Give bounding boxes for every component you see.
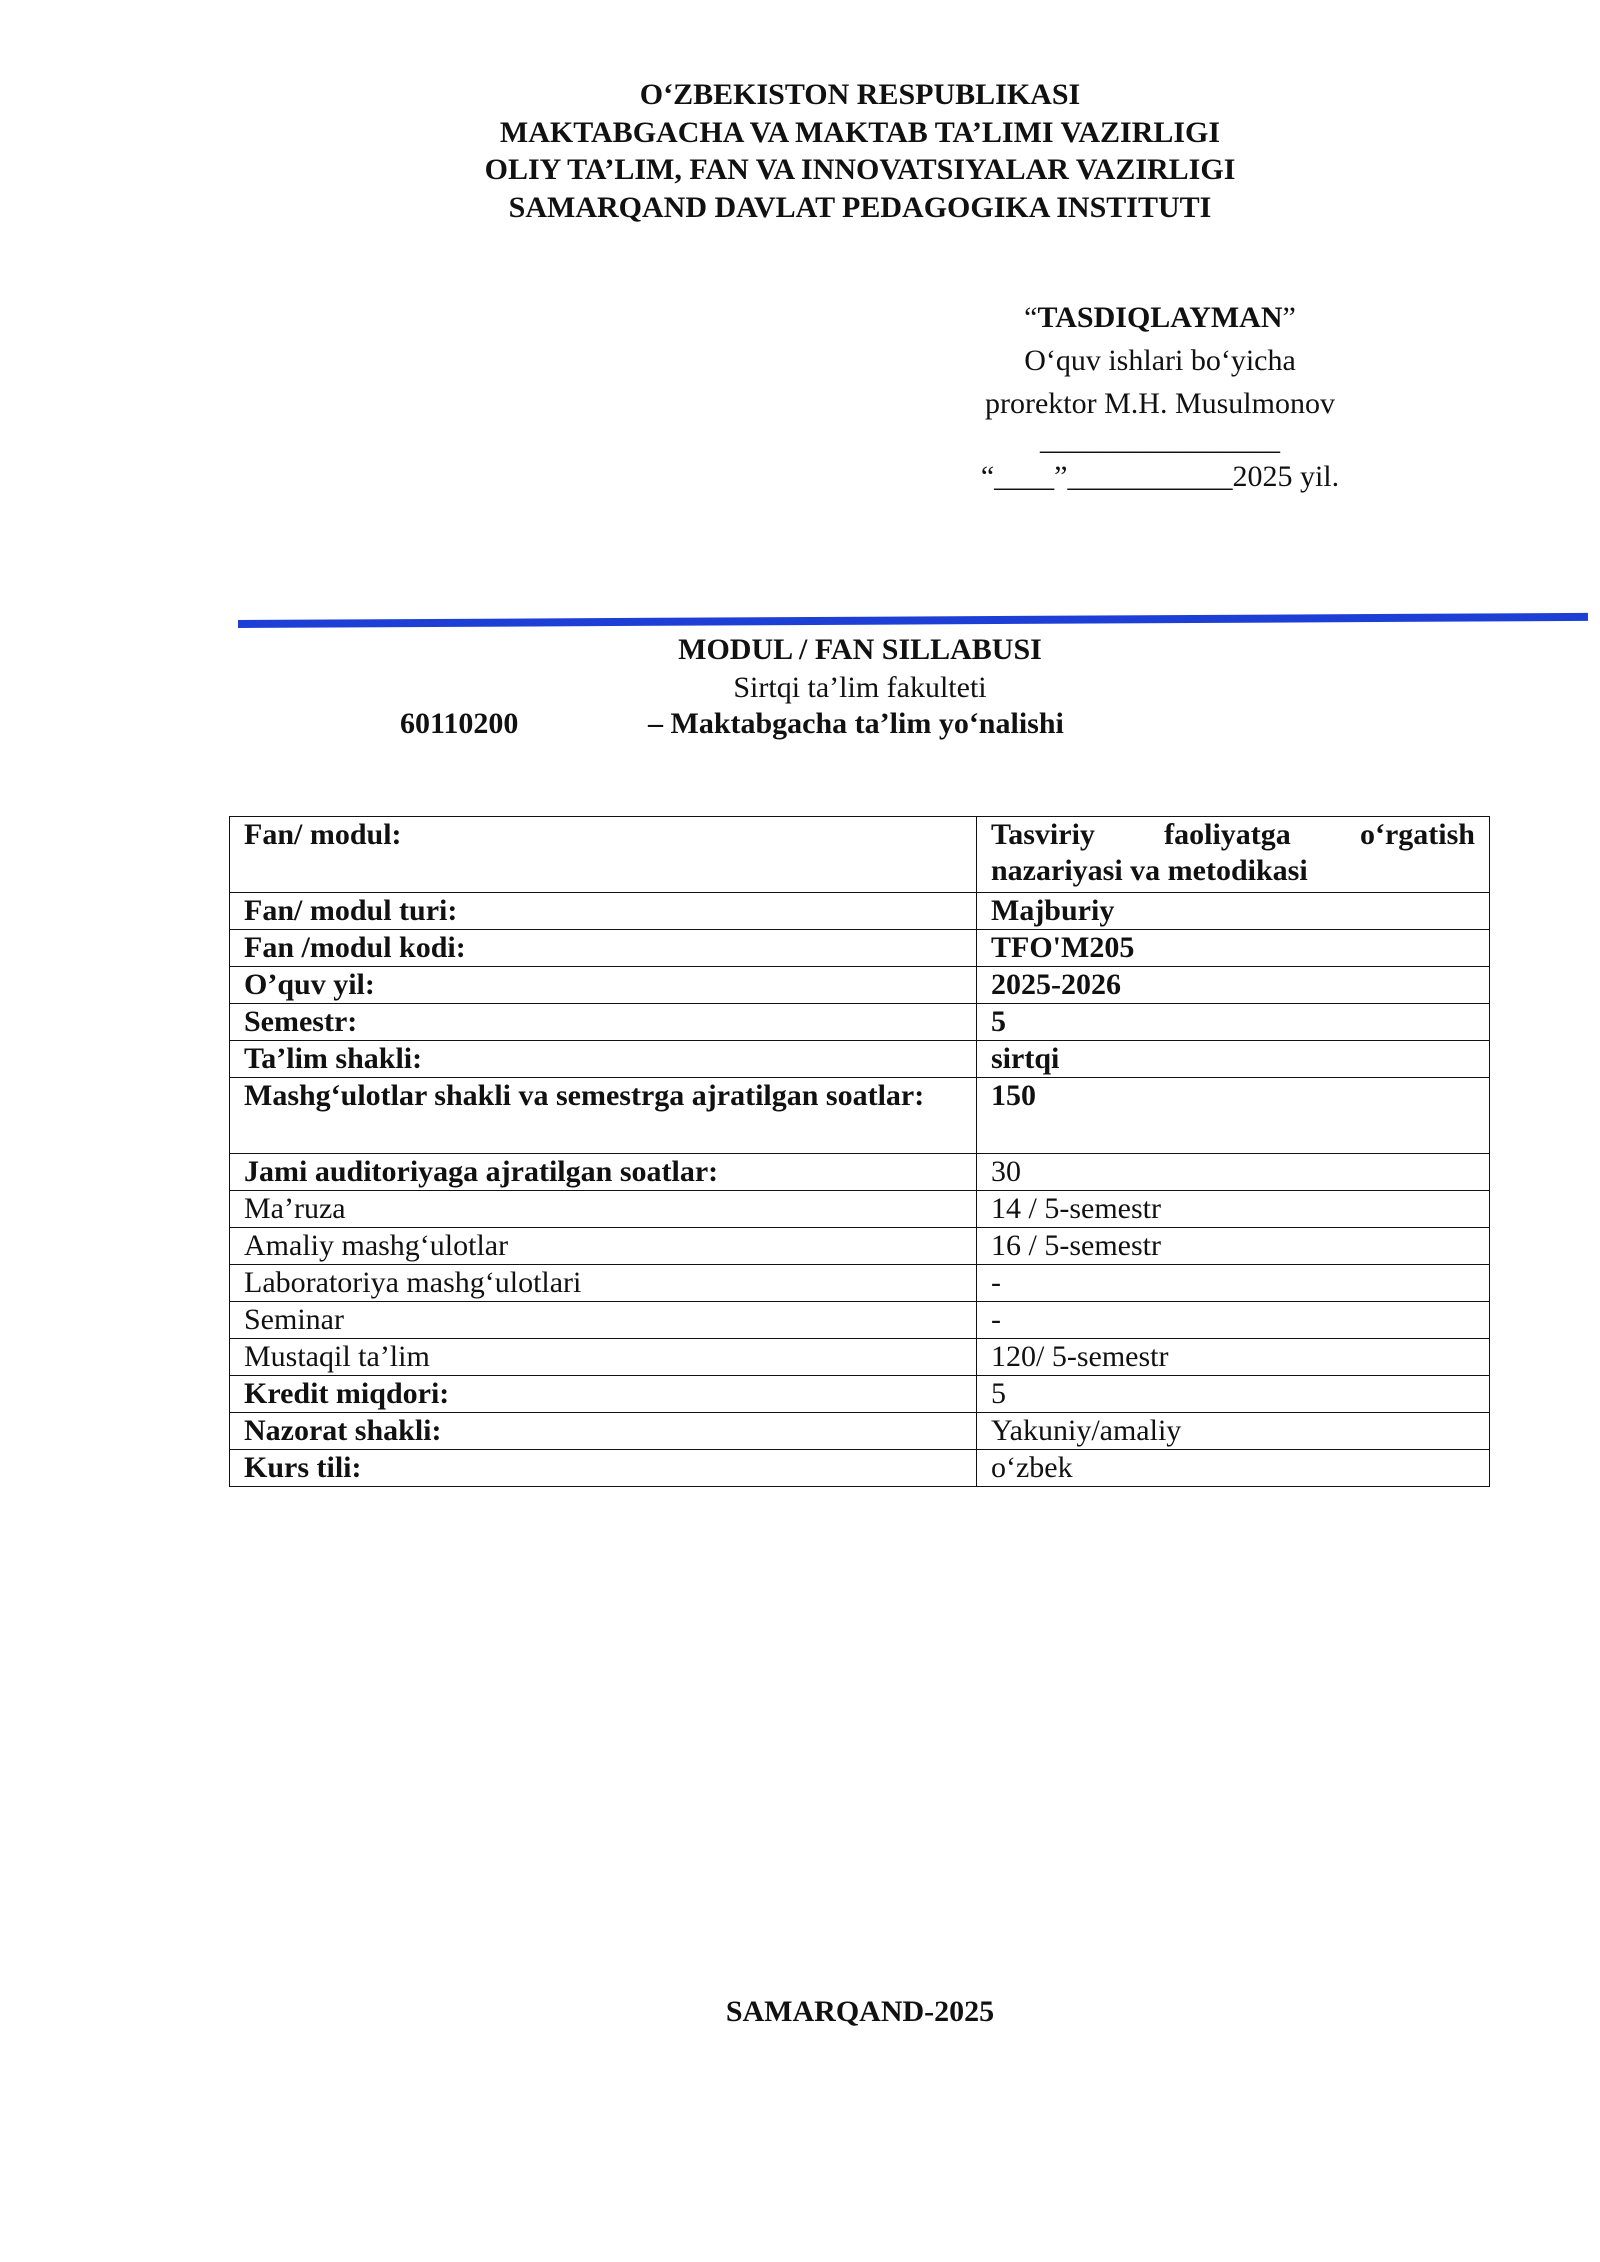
row-label: Ma’ruza <box>230 1191 977 1228</box>
row-value: - <box>977 1302 1490 1339</box>
table-row <box>230 1004 1490 1041</box>
row-value: Majburiy <box>977 893 1490 930</box>
row-value: 30 <box>977 1154 1490 1191</box>
table-row <box>230 817 1490 893</box>
row-label: Mashg‘ulotlar shakli va semestrga ajratilgan soatlar: <box>230 1078 977 1154</box>
table-row <box>230 1413 1490 1450</box>
row-label: Laboratoriya mashg‘ulotlari <box>230 1265 977 1302</box>
syllabus-title: MODUL / FAN SILLABUSI <box>678 633 1042 666</box>
table-row <box>230 1078 1490 1154</box>
table-row <box>230 1265 1490 1302</box>
document-header <box>0 76 1600 226</box>
table-row <box>230 1228 1490 1265</box>
approval-line-position: O‘quv ishlari bo‘yicha <box>1024 344 1296 377</box>
approval-block <box>940 296 1380 498</box>
row-label: Fan/ modul turi: <box>230 893 977 930</box>
row-label: Amaliy mashg‘ulotlar <box>230 1228 977 1265</box>
table-row <box>230 930 1490 967</box>
row-value: 150 <box>977 1078 1490 1154</box>
row-label: O’quv yil: <box>230 967 977 1004</box>
row-value: o‘zbek <box>977 1450 1490 1487</box>
row-label: Mustaqil ta’lim <box>230 1339 977 1376</box>
approval-title-open-quote: “ <box>1024 301 1038 334</box>
row-value: 5 <box>977 1004 1490 1041</box>
row-value: - <box>977 1265 1490 1302</box>
syllabus-info-table <box>229 816 1490 1487</box>
approval-date-line: “____”___________2025 yil. <box>980 460 1340 493</box>
row-value: TFO'M205 <box>977 930 1490 967</box>
approval-title <box>940 296 1380 339</box>
row-label: Nazorat shakli: <box>230 1413 977 1450</box>
table-row <box>230 893 1490 930</box>
row-value: sirtqi <box>977 1041 1490 1078</box>
header-line-country: O‘ZBEKISTON RESPUBLIKASI <box>639 78 1081 111</box>
table-row <box>230 1041 1490 1078</box>
table-row <box>230 967 1490 1004</box>
row-label: Fan /modul kodi: <box>230 930 977 967</box>
approval-title-text: TASDIQLAYMAN <box>1037 301 1283 334</box>
table-row <box>230 1376 1490 1413</box>
syllabus-faculty: Sirtqi ta’lim fakulteti <box>733 671 987 704</box>
table-row <box>230 1191 1490 1228</box>
row-label: Ta’lim shakli: <box>230 1041 977 1078</box>
approval-signature-line: ________________ <box>1040 423 1280 456</box>
row-value: 5 <box>977 1376 1490 1413</box>
row-value: 14 / 5-semestr <box>977 1191 1490 1228</box>
footer-city-year: SAMARQAND-2025 <box>725 1995 995 2028</box>
table-row <box>230 1302 1490 1339</box>
row-label: Fan/ modul: <box>230 817 977 893</box>
row-label: Kredit miqdori: <box>230 1376 977 1413</box>
table-row <box>230 1450 1490 1487</box>
approval-title-close-quote: ” <box>1282 301 1296 334</box>
header-line-institute: SAMARQAND DAVLAT PEDAGOGIKA INSTITUTI <box>508 190 1212 224</box>
syllabus-direction-code: 60110200 <box>400 707 519 740</box>
table-row <box>230 1339 1490 1376</box>
header-line-ministry-higher-ed: OLIY TA’LIM, FAN VA INNOVATSIYALAR VAZIRLIGI <box>484 153 1236 186</box>
approval-line-name: prorektor M.H. Musulmonov <box>985 387 1335 420</box>
row-label: Jami auditoriyaga ajratilgan soatlar: <box>230 1154 977 1191</box>
row-value: 2025-2026 <box>977 967 1490 1004</box>
row-label: Seminar <box>230 1302 977 1339</box>
row-label: Kurs tili: <box>230 1450 977 1487</box>
row-value: 16 / 5-semestr <box>977 1228 1490 1265</box>
row-value: 120/ 5-semestr <box>977 1339 1490 1376</box>
blue-divider-line <box>238 613 1588 628</box>
header-line-ministry-preschool: MAKTABGACHA VA MAKTAB TA’LIMI VAZIRLIGI <box>499 115 1221 149</box>
row-label: Semestr: <box>230 1004 977 1041</box>
syllabus-direction-name: – Maktabgacha ta’lim yo‘nalishi <box>648 707 1064 740</box>
row-value: Tasviriy faoliyatga o‘rgatish nazariyasi va metodikasi <box>977 817 1490 893</box>
row-value: Yakuniy/amaliy <box>977 1413 1490 1450</box>
table-row <box>230 1154 1490 1191</box>
